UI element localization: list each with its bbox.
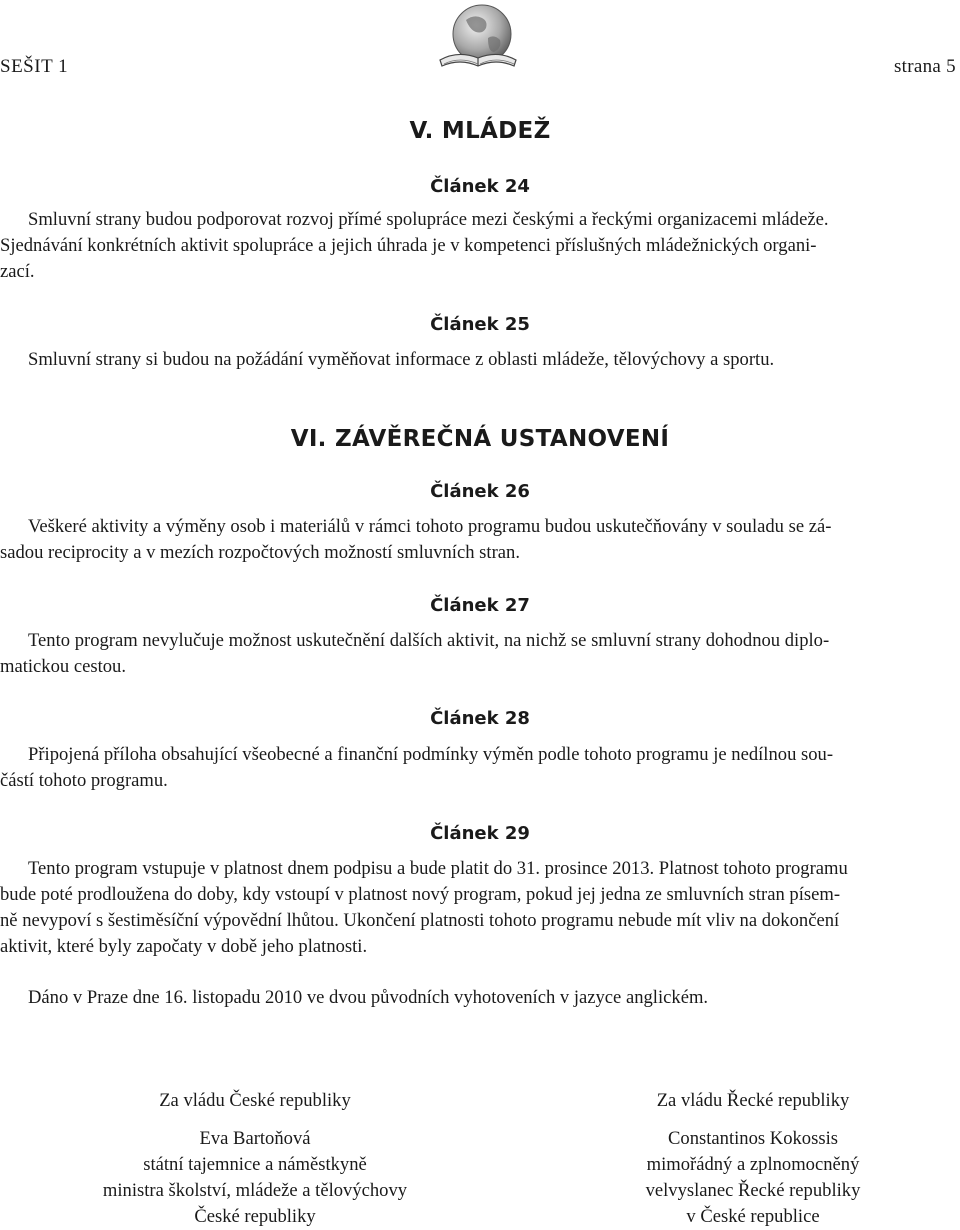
section-heading-vi: VI. ZÁVĚREČNÁ USTANOVENÍ [290, 426, 670, 452]
signatory-role: České republiky [194, 1206, 316, 1227]
text-line: ně nevypoví s šestiměsíční výpovědní lhůtou. Ukončení platnosti tohoto programu nebude mít vliv na dokončení [0, 910, 840, 931]
article-28-title: Článek 28 [430, 708, 530, 729]
article-24-title: Článek 24 [430, 176, 530, 197]
signature-block-greek [558, 1088, 948, 1230]
section-heading-v: V. MLÁDEŽ [409, 118, 551, 144]
article-25-title: Článek 25 [430, 314, 530, 335]
article-28-text [0, 742, 956, 794]
signatory-name: Eva Bartoňová [199, 1128, 311, 1149]
header-page-number: strana 5 [893, 56, 956, 77]
article-26-text [0, 514, 956, 566]
text-line: bude poté prodloužena do doby, kdy vstoupí v platnost nový program, pokud jej jedna ze smluvních stran písem- [0, 884, 841, 905]
article-29-title: Článek 29 [430, 823, 530, 844]
text-line: zací. [0, 261, 35, 282]
closing-statement [0, 985, 956, 1011]
signature-for: Za vládu České republiky [159, 1090, 351, 1111]
article-29-text [0, 856, 956, 960]
signature-block-czech [60, 1088, 450, 1230]
text-line: Smluvní strany si budou na požádání vyměňovat informace z oblasti mládeže, tělovýchovy a sportu. [28, 349, 775, 370]
article-27-title: Článek 27 [430, 595, 530, 616]
text-line: aktivit, které byly započaty v době jeho platnosti. [0, 936, 368, 957]
signatory-role: státní tajemnice a náměstkyně [143, 1154, 367, 1175]
text-line: Tento program nevylučuje možnost uskutečnění dalších aktivit, na nichž se smluvní strany dohodnou diplo- [28, 630, 830, 651]
signatory-role: ministra školství, mládeže a tělovýchovy [102, 1180, 408, 1201]
text-line: matickou cestou. [0, 656, 126, 677]
text-line: Smluvní strany budou podporovat rozvoj přímé spolupráce mezi českými a řeckými organizacemi mládeže. [28, 209, 829, 230]
signatory-role: mimořádný a zplnomocněný [646, 1154, 860, 1175]
signatory-role: v České republice [686, 1206, 820, 1227]
text-line: Dáno v Praze dne 16. listopadu 2010 ve dvou původních vyhotoveních v jazyce anglickém. [28, 987, 709, 1008]
text-line: Sjednávání konkrétních aktivit spolupráce a jejich úhrada je v kompetenci příslušných mládežnických organi- [0, 235, 817, 256]
article-26-title: Článek 26 [430, 481, 530, 502]
text-line: částí tohoto programu. [0, 770, 168, 791]
signatory-role: velvyslanec Řecké republiky [645, 1180, 861, 1201]
text-line: Veškeré aktivity a výměny osob i materiálů v rámci tohoto programu budou uskutečňovány v souladu se zá- [28, 516, 832, 537]
article-24-text [0, 207, 956, 285]
text-line: Připojená příloha obsahující všeobecné a finanční podmínky výměn podle tohoto programu je nedílnou sou- [28, 744, 834, 765]
signatory-name: Constantinos Kokossis [668, 1128, 838, 1149]
header-volume: SEŠIT 1 [0, 56, 69, 77]
text-line: sadou reciprocity a v mezích rozpočtových možností smluvních stran. [0, 542, 520, 563]
signature-for: Za vládu Řecké republiky [656, 1090, 850, 1111]
article-27-text [0, 628, 956, 680]
text-line: Tento program vstupuje v platnost dnem podpisu a bude platit do 31. prosince 2013. Platnost tohoto programu [28, 858, 848, 879]
article-25-text [0, 347, 956, 373]
globe-and-book-logo [436, 2, 520, 78]
